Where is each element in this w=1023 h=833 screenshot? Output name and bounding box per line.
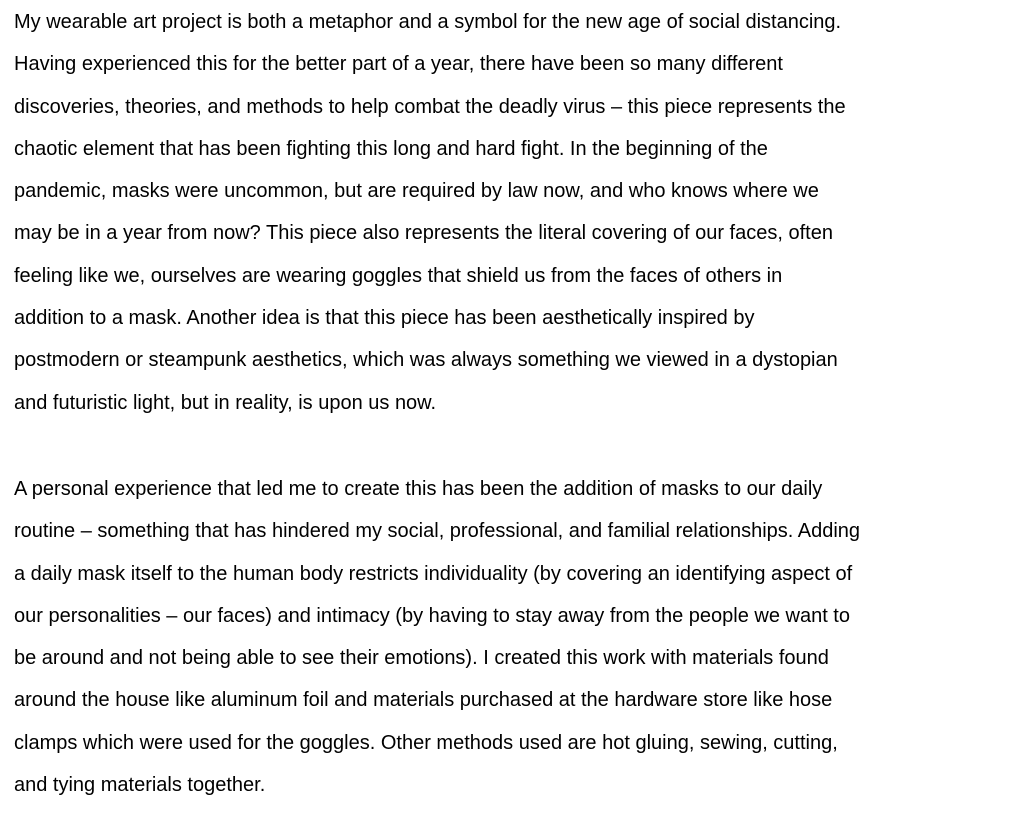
paragraph-2 (14, 468, 1016, 806)
text-line: a daily mask itself to the human body restricts individuality (by covering an identifying aspect of (14, 562, 853, 585)
text-line: and futuristic light, but in reality, is upon us now. (14, 391, 437, 414)
text-line: Having experienced this for the better part of a year, there have been so many different (14, 53, 783, 76)
text-line: clamps which were used for the goggles. Other methods used are hot gluing, sewing, cutting, (14, 731, 838, 754)
text-line: may be in a year from now? This piece also represents the literal covering of our faces, often (14, 222, 833, 245)
text-line: pandemic, masks were uncommon, but are required by law now, and who knows where we (14, 180, 819, 203)
text-line: be around and not being able to see their emotions). I created this work with materials found (14, 647, 829, 670)
text-line: chaotic element that has been fighting this long and hard fight. In the beginning of the (14, 137, 768, 160)
text-line: postmodern or steampunk aesthetics, which was always something we viewed in a dystopian (14, 349, 838, 372)
text-line: around the house like aluminum foil and materials purchased at the hardware store like hose (14, 689, 833, 712)
text-line: My wearable art project is both a metaphor and a symbol for the new age of social distancing. (14, 11, 842, 33)
text-line: our personalities – our faces) and intimacy (by having to stay away from the people we want to (14, 604, 850, 627)
text-line: A personal experience that led me to create this has been the addition of masks to our daily (14, 478, 823, 500)
text-line: discoveries, theories, and methods to help combat the deadly virus – this piece represents the (14, 95, 846, 118)
text-line: addition to a mask. Another idea is that this piece has been aesthetically inspired by (14, 307, 755, 330)
paragraph-1 (14, 1, 1016, 424)
text-line: and tying materials together. (14, 774, 266, 797)
text-line: feeling like we, ourselves are wearing goggles that shield us from the faces of others in (14, 264, 783, 287)
text-line: routine – something that has hindered my social, professional, and familial relationships. Adding (14, 520, 861, 543)
